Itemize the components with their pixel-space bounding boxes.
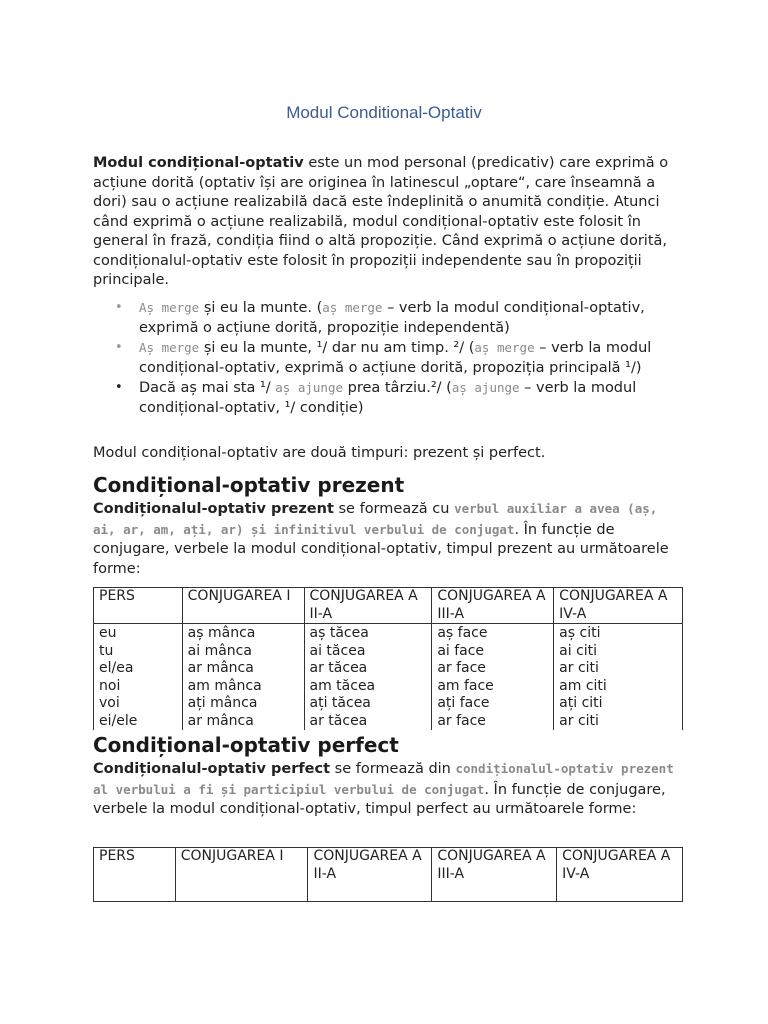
bullet-icon: • <box>115 340 123 355</box>
intro-term: Modul condițional-optativ <box>93 155 304 171</box>
example-verb-code: aș ajunge <box>275 380 343 395</box>
header-cell-conj-2: CONJUGAREA A II-A <box>304 588 432 624</box>
bullet-icon: • <box>115 380 123 395</box>
example-verb-code: Aș merge <box>139 300 200 315</box>
example-item <box>93 298 683 338</box>
prezent-text: se formează cu <box>333 501 455 517</box>
example-verb-code: Aș merge <box>139 340 200 355</box>
header-cell-conj-2: CONJUGAREA A II-A <box>308 848 432 902</box>
header-cell-pers: PERS <box>94 848 176 902</box>
perfect-conjugation-table <box>93 847 683 902</box>
example-text: și eu la munte. ( <box>199 300 323 316</box>
prezent-term: Condiționalul-optativ prezent <box>93 501 334 517</box>
conj-4-forms-cell: aș citi ai citi ar citi am citi ați citi ar citi <box>554 624 683 731</box>
page-title: Modul Conditional-Optativ <box>286 103 482 122</box>
prezent-text: . În funcție de conjugare, verbele la modul condițional-optativ, timpul prezent au următoarele forme: <box>93 521 669 577</box>
header-cell-conj-3: CONJUGAREA A III-A <box>432 588 554 624</box>
example-text: – verb la modul condițional-optativ, ¹/ condiție) <box>139 380 637 416</box>
header-cell-conj-3: CONJUGAREA A III-A <box>432 848 557 902</box>
perfect-formula-code: condiționalul-optativ prezent al verbului a fi și participiul verbului de conjugat <box>93 761 674 797</box>
conj-1-forms-cell: aș mânca ai mânca ar mânca am mânca ați mânca ar mânca <box>182 624 304 731</box>
tenses-summary: Modul condițional-optativ are două timpuri: prezent și perfect. <box>93 445 546 461</box>
conj-3-forms-cell: aș face ai face ar face am face ați face ar face <box>432 624 554 731</box>
example-text: – verb la modul condițional-optativ, exprimă o acțiune dorită, propoziție independentă) <box>139 300 645 336</box>
conj-2-forms-cell: aș tăcea ai tăcea ar tăcea am tăcea ați tăcea ar tăcea <box>304 624 432 731</box>
prezent-paragraph <box>93 499 683 579</box>
intro-text: este un mod personal (predicativ) care exprimă o acțiune dorită (optativ își are originea în latinescul „optare“, care înseamnă a dori) sau o acțiune realizabilă dacă este îndeplinită o anumită condiție. Atunci când exprimă o acțiune realizabilă, modul condițional-optativ este folosit în general în frază, condiția fiind o altă propoziție. Când exprimă o acțiune dorită, condiționalul-optativ este folosit în propoziții independente sau în propoziții principale. <box>93 155 669 288</box>
header-cell-pers: PERS <box>94 588 183 624</box>
perfect-text: . În funcție de conjugare, verbele la modul condițional-optativ, timpul perfect au următoarele forme: <box>93 781 666 817</box>
examples-list <box>93 298 683 418</box>
header-cell-conj-4: CONJUGAREA A IV-A <box>557 848 683 902</box>
header-cell-conj-4: CONJUGAREA A IV-A <box>554 588 683 624</box>
bullet-icon: • <box>115 300 123 315</box>
heading-perfect: Condițional-optativ perfect <box>93 733 399 757</box>
example-verb-code: aș merge <box>474 340 535 355</box>
prezent-formula-code: verbul auxiliar a avea (aș, ai, ar, am, ați, ar) și infinitivul verbului de conjugat <box>93 501 658 537</box>
table-header-row <box>94 848 683 902</box>
table-header-row <box>94 588 683 624</box>
example-verb-code: aș ajunge <box>451 380 520 395</box>
heading-prezent: Condițional-optativ prezent <box>93 473 405 497</box>
example-text: și eu la munte, ¹/ dar nu am timp. ²/ ( <box>199 340 475 356</box>
example-text: Dacă aș mai sta ¹/ <box>139 380 276 396</box>
perfect-term: Condiționalul-optativ perfect <box>93 761 331 777</box>
intro-paragraph <box>93 154 683 291</box>
perfect-paragraph <box>93 759 683 820</box>
persons-cell: eu tu el/ea noi voi ei/ele <box>94 624 183 731</box>
header-cell-conj-1: CONJUGAREA I <box>182 588 304 624</box>
table-row <box>94 624 683 731</box>
example-item <box>93 338 683 378</box>
example-text: – verb la modul condițional-optativ, exprimă o acțiune dorită, propoziția principală ¹/) <box>139 340 652 376</box>
example-item <box>93 378 683 418</box>
example-verb-code: aș merge <box>322 300 383 315</box>
prezent-conjugation-table <box>93 587 683 730</box>
header-cell-conj-1: CONJUGAREA I <box>175 848 308 902</box>
perfect-text: se formează din <box>330 761 456 777</box>
example-text: prea târziu.²/ ( <box>343 380 452 396</box>
